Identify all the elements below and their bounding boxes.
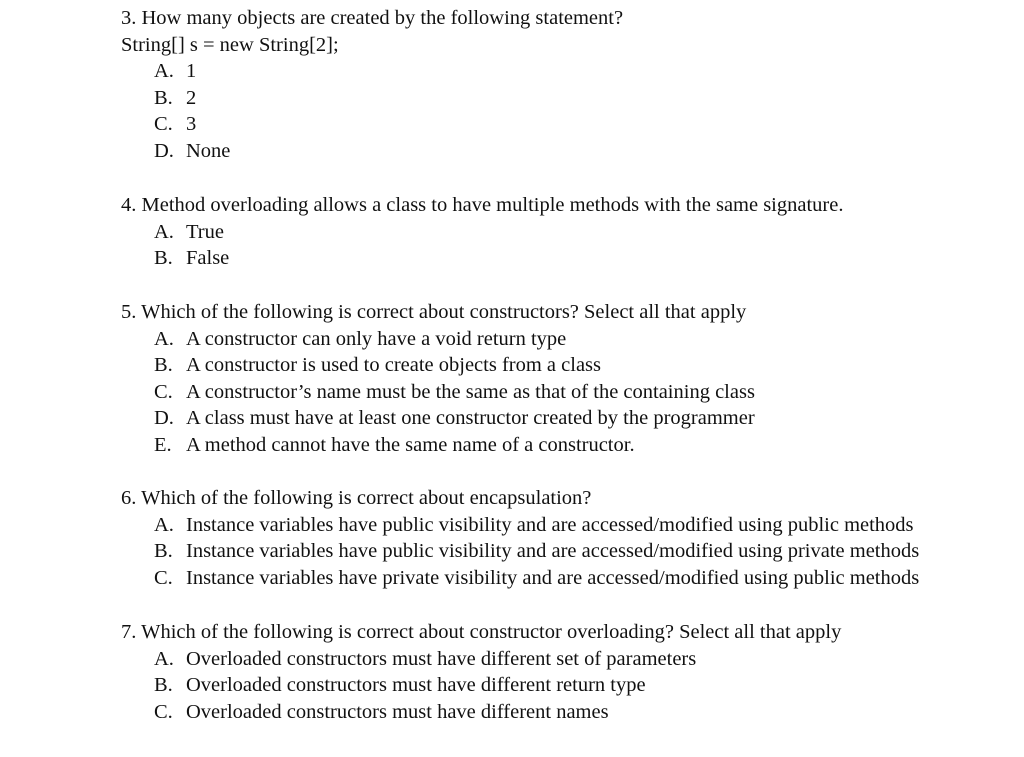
option-d [121,405,1001,432]
option-letter: D. [154,139,174,162]
option-text: A constructor can only have a void return type [186,327,567,350]
option-d [121,138,1001,165]
option-b [121,672,1001,699]
option-letter: B. [154,247,173,270]
options-list [121,58,1001,164]
option-a [121,646,1001,673]
option-letter: C. [154,113,173,136]
option-text: Instance variables have private visibility and are accessed/modified using public methods [186,566,920,589]
question-prompt: 6. Which of the following is correct about encapsulation? [121,487,592,509]
option-text: Overloaded constructors must have different return type [186,674,646,697]
option-b [121,538,1001,565]
question-6 [121,485,1001,591]
option-e [121,432,1001,459]
option-c [121,379,1001,406]
option-b [121,85,1001,112]
options-list [121,326,1001,459]
option-c [121,699,1001,726]
option-text: False [186,247,230,270]
option-letter: E. [154,433,172,456]
option-text: 3 [186,113,197,136]
option-a [121,58,1001,85]
option-letter: B. [154,540,173,563]
option-letter: A. [154,513,174,536]
option-text: Instance variables have public visibility and are accessed/modified using public methods [186,513,914,536]
options-list [121,646,1001,726]
option-text: A class must have at least one constructor created by the programmer [186,407,755,430]
question-prompt: 3. How many objects are created by the following statement? [121,7,624,29]
option-text: Instance variables have public visibility and are accessed/modified using private methods [186,540,920,563]
option-a [121,512,1001,539]
option-text: 1 [186,60,197,83]
option-b [121,245,1001,272]
option-text: A method cannot have the same name of a constructor. [186,433,635,456]
option-a [121,326,1001,353]
option-b [121,352,1001,379]
option-text: Overloaded constructors must have different names [186,700,609,723]
options-list [121,219,1001,272]
option-letter: A. [154,647,174,670]
option-text: A constructor is used to create objects from a class [186,354,601,377]
option-letter: C. [154,700,173,723]
option-text: A constructor’s name must be the same as that of the containing class [186,380,755,403]
option-letter: D. [154,407,174,430]
option-letter: C. [154,566,173,589]
option-a [121,219,1001,246]
question-7 [121,619,1001,725]
option-text: None [186,139,231,162]
question-3 [121,5,1001,165]
option-c [121,565,1001,592]
option-letter: A. [154,327,174,350]
option-letter: A. [154,60,174,83]
option-text: 2 [186,86,197,109]
option-letter: B. [154,86,173,109]
option-letter: C. [154,380,173,403]
question-prompt: 4. Method overloading allows a class to have multiple methods with the same signature. [121,194,844,216]
options-list [121,512,1001,592]
question-prompt: 7. Which of the following is correct about constructor overloading? Select all that apply [121,621,842,643]
question-5 [121,299,1001,459]
option-letter: B. [154,674,173,697]
option-text: Overloaded constructors must have different set of parameters [186,647,697,670]
option-text: True [186,220,224,243]
question-4 [121,192,1001,272]
question-prompt: 5. Which of the following is correct about constructors? Select all that apply [121,301,747,323]
option-letter: A. [154,220,174,243]
option-c [121,111,1001,138]
code-statement: String[] s = new String[2]; [121,33,339,56]
option-letter: B. [154,354,173,377]
